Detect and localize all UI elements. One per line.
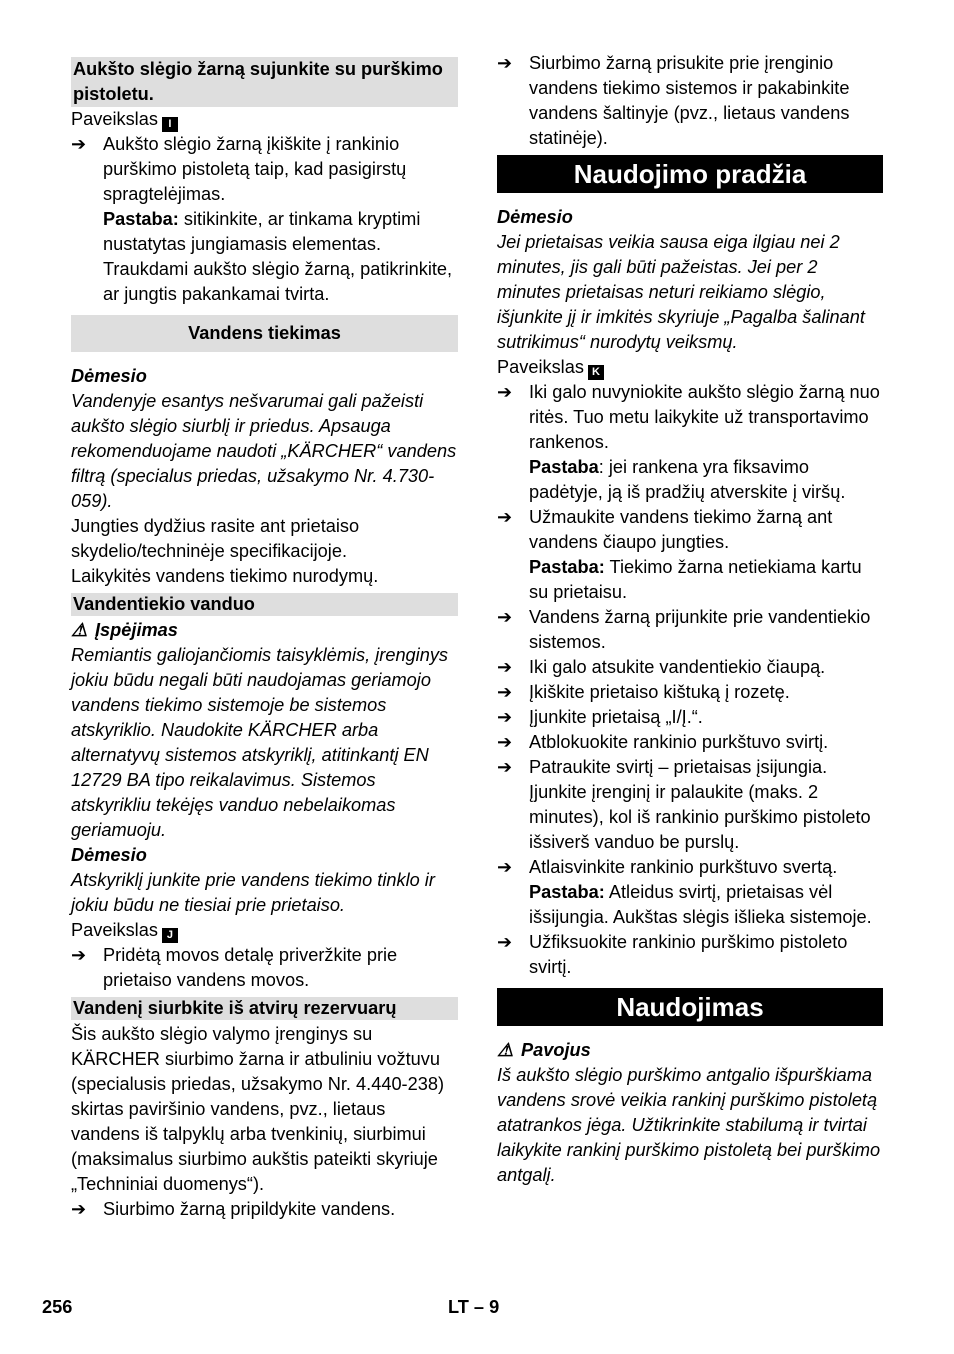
step-item: ➔ Iki galo atsukite vandentiekio čiaupą. [497, 655, 883, 680]
paragraph: Laikykitės vandens tiekimo nurodymų. [71, 566, 379, 586]
step-item: ➔ Užfiksuokite rankinio purškimo pistoleto svirtį. [497, 932, 848, 977]
warning-text: Remiantis galiojančiomis taisyklėmis, įrenginys jokiu būdu negali būti naudojamas geriamojo vandens tiekimo sistemoje be sistemos atskyriklio. Naudokite KÄRCHER arba alternatyvų sistemos atskyriklį, atitinkantį EN 12729 BA tipo reikalavimus. Sistemos atskyrikliu tekėjęs vanduo nebelaikomas geriamuoju. [71, 645, 449, 840]
arrow-right-icon: ➔ [497, 382, 513, 402]
warning-heading: ⚠ Įspėjimas [71, 618, 458, 643]
left-column [71, 57, 458, 1222]
figure-letter-icon: J [162, 928, 178, 943]
step-item: ➔ Atblokuokite rankinio purkštuvo svirtį. [497, 730, 883, 755]
note-label: Pastaba: [529, 557, 605, 577]
arrow-right-icon: ➔ [71, 134, 87, 154]
arrow-right-icon: ➔ [497, 857, 513, 877]
attention-text: Vandenyje esantys nešvarumai gali pažeisti aukšto slėgio siurblį ir priedus. Apsauga rekomenduojame naudoti „KÄRCHER“ vandens filtrą (specialus priedas, užsakymo Nr. 4.730-059). [71, 391, 457, 511]
figure-reference: Paveikslas I [71, 107, 458, 132]
arrow-right-icon: ➔ [497, 707, 513, 727]
section-title-hose-connection: Aukšto slėgio žarną sujunkite su purškimo pistoletu. [71, 57, 458, 107]
step-item: ➔ Iki galo nuvyniokite aukšto slėgio žarną nuo ritės. Tuo metu laikykite už transportavimo rankenos. Pastaba: jei rankena yra fiksavimo padėtyje, ją iš pradžių atverskite į viršų. [497, 382, 880, 502]
arrow-right-icon: ➔ [497, 932, 513, 952]
warning-triangle-icon: ⚠ [71, 620, 88, 640]
chapter-heading-operation: Naudojimas [497, 988, 883, 1026]
note-label: Pastaba: [103, 209, 179, 229]
step-item: ➔ Įkiškite prietaiso kištuką į rozetę. [497, 680, 883, 705]
attention-label: Dėmesio [71, 366, 147, 386]
warning-triangle-icon: ⚠ [497, 1040, 514, 1060]
chapter-heading-start-up: Naudojimo pradžia [497, 155, 883, 193]
figure-reference: Paveikslas K [497, 355, 883, 380]
figure-letter-icon: I [162, 117, 178, 132]
section-title-tap-water: Vandentiekio vanduo [71, 593, 458, 616]
section-title-open-reservoir: Vandenį siurbkite iš atvirų rezervuarų [71, 997, 458, 1020]
step-item: ➔ Vandens žarną prijunkite prie vandentiekio sistemos. [497, 607, 871, 652]
step-item: ➔ Pridėtą movos detalę priveržkite prie prietaiso vandens movos. [71, 945, 398, 990]
step-item: ➔ Aukšto slėgio žarną įkiškite į rankinio purškimo pistoletą taip, kad pasigirstų spragtelėjimas. Pastaba: sitikinkite, ar tinkama kryptimi nustatytas jungiamasis elementas. Traukdami aukšto slėgio žarną, patikrinkite, ar jungtis pakankamai tvirta. [71, 134, 453, 304]
paragraph: Jungties dydžius rasite ant prietaiso skydelio/techninėje specifikacijoje. [71, 516, 360, 561]
right-column [497, 51, 883, 1188]
step-item: ➔ Įjunkite prietaisą „I/Į.“. [497, 705, 883, 730]
note-label: Pastaba: [529, 882, 605, 902]
page-number: 256 [42, 1297, 73, 1317]
note-label: Pastaba [529, 457, 599, 477]
footer-section-label: LT – 9 [448, 1297, 500, 1317]
figure-reference: Paveikslas J [71, 918, 458, 943]
step-item: ➔ Siurbimo žarną prisukite prie įrenginio vandens tiekimo sistemos ir pakabinkite vandens šaltinyje (pvz., lietaus vandens statinėje). [497, 53, 850, 148]
arrow-right-icon: ➔ [497, 53, 513, 73]
arrow-right-icon: ➔ [71, 1199, 87, 1219]
step-item: ➔ Atlaisvinkite rankinio purkštuvo svertą. Pastaba: Atleidus svirtį, prietaisas vėl išsijungia. Aukštas slėgis išlieka sistemoje. [497, 857, 872, 927]
arrow-right-icon: ➔ [497, 757, 513, 777]
attention-label: Dėmesio [497, 207, 573, 227]
figure-letter-icon: K [588, 365, 604, 380]
arrow-right-icon: ➔ [497, 657, 513, 677]
arrow-right-icon: ➔ [497, 682, 513, 702]
section-title-water-supply: Vandens tiekimas [71, 315, 458, 352]
arrow-right-icon: ➔ [497, 607, 513, 627]
step-item: ➔ Patraukite svirtį – prietaisas įsijungia. Įjunkite įrenginį ir palaukite (maks. 2 minutes), kol iš rankinio purškimo pistoleto išsiverš vanduo be purslų. [497, 757, 871, 852]
arrow-right-icon: ➔ [71, 945, 87, 965]
step-item: ➔ Siurbimo žarną pripildykite vandens. [71, 1197, 458, 1222]
arrow-right-icon: ➔ [497, 507, 513, 527]
paragraph: Šis aukšto slėgio valymo įrenginys su KÄRCHER siurbimo žarna ir atbuliniu vožtuvu (specialusis priedas, užsakymo Nr. 4.440-238) skirtas paviršinio vandens, pvz., lietaus vandens iš talpyklų arba tvenkinių, siurbimui (maksimalus siurbimo aukštis pateikti skyriuje „Techniniai duomenys“). [71, 1024, 445, 1194]
arrow-right-icon: ➔ [497, 732, 513, 752]
attention-label: Dėmesio [71, 845, 147, 865]
attention-text: Atskyriklį junkite prie vandens tiekimo tinklo ir jokiu būdu ne tiesiai prie prietaiso. [71, 870, 435, 915]
step-item: ➔ Užmaukite vandens tiekimo žarną ant vandens čiaupo jungties. Pastaba: Tiekimo žarna netiekiama kartu su prietaisu. [497, 507, 862, 602]
attention-text: Jei prietaisas veikia sausa eiga ilgiau nei 2 minutes, jis gali būti pažeistas. Jei per 2 minutes prietaisas neturi reikiamo slėgio, išjunkite jį ir imkitės skyriuje „Pagalba šalinant sutrikimus“ nurodytų veiksmų. [497, 232, 865, 352]
danger-text: Iš aukšto slėgio purškimo antgalio išpurškiama vandens srovė veikia rankinį purškimo pistoletą atatrankos jėga. Užtikrinkite stabilumą ir tvirtai laikykite rankinį purškimo pistoletą bei purškimo antgalį. [497, 1065, 881, 1185]
danger-heading: ⚠ Pavojus [497, 1038, 883, 1063]
